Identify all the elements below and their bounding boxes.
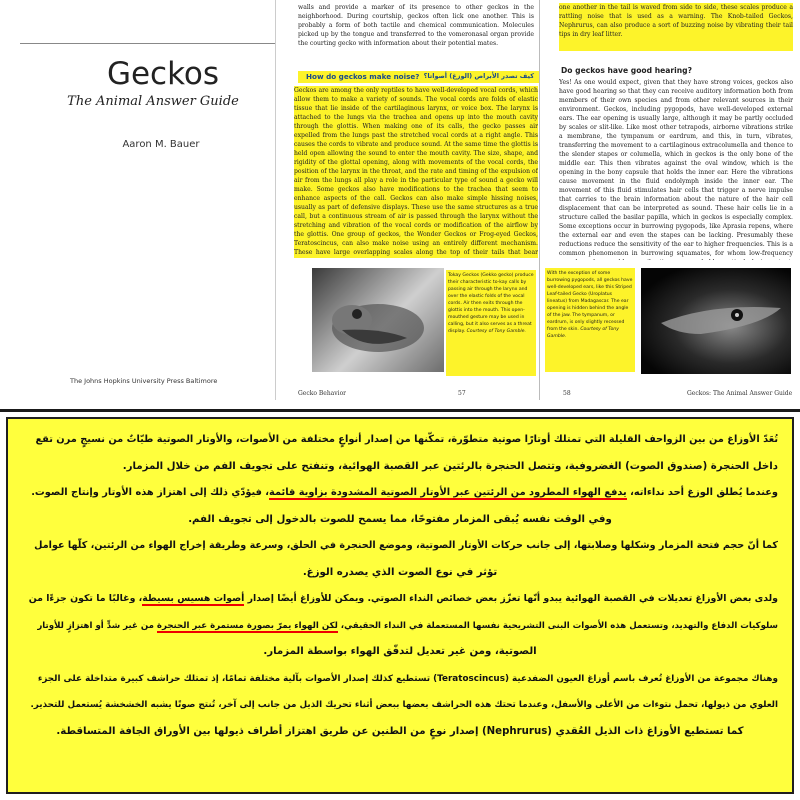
cover-publisher: The Johns Hopkins University Press Baltimore (70, 377, 218, 385)
leaf-tailed-gecko-illustration (641, 268, 791, 374)
book-page-58 (543, 0, 800, 400)
page-58-running-title: Geckos: The Animal Answer Guide (687, 390, 793, 397)
page-57-body-text: Geckos are among the only reptiles to have well-developed vocal cords, which allow them to make a variety of sounds. The vocal cords are folds of elastic tissue that lie inside of the cartilaginous larynx, or voice box. The larynx is attached to the lungs via the trachea and opens up into the mouth cavity through the glottis. When making one of its calls, the gecko passes air expelled from the lungs past the stretched vocal cords at a right angle. This causes the cords to vibrate and produce sound. At the same time the glottis is held open allowing the sound to enter the mouth cavity. The size, shape, and rigidity of the glottal opening, along with movements of the vocal cords, the position of the larynx in the throat, and the rate and timing of the expulsion of air from the lungs all play a role in the particular type of sound a gecko will make. Some geckos also have modifications to the trachea that seem to enhance aspects of the call. Geckos can also make simple hissing noises, usually as part of defensive displays. These use the same structures as a true call, but a continuous stream of air is passed through the larynx without the stretching and vibration of the vocal cords or modification of the airflow by the glottis. One group of geckos, the Wonder Geckos or Frog-eyed Geckos, Teratoscincus, can also make noise using an entirely different mechanism. These have large overlapping scales along the top of their tails that bear (294, 87, 538, 256)
book-cover-page (0, 0, 276, 400)
page-57-number: 57 (458, 390, 466, 397)
page-57-running-title: Gecko Behavior (298, 390, 347, 397)
cover-title: Geckos (106, 56, 220, 92)
arabic-line-6: تؤثر في نوع الصوت الذي يصدره الوزغ. (302, 566, 498, 578)
arabic-line-8-text: سلوكيات الدفاع والتهديد، وتستعمل هذه الأصوات البنى التشريحية نفسها المستعملة في النداء الحقيقي، لكن الهواء يمرّ بصورة مستمرة عبر الحنجرة من غير شدٍّ أو اهتزازٍ للأوتار (37, 620, 778, 631)
tokay-photo-caption (446, 270, 536, 376)
arabic-line-3 (22, 480, 778, 507)
page-58-intro-text: one another in the tail is waved from side to side, these scales produce a rattling noise that is used as a warning. The Knob-tailed Geckos, Nephrurus, can also produce a sort of buzzing noise by vibrating their tail tips in dry leaf litter. (559, 3, 793, 51)
arabic-line-4: وفي الوقت نفسه يُبقى المزمار مفتوحًا، مما يسمح للصوت بالدخول إلى تجويف الفم. (188, 513, 612, 525)
arabic-line-3-text: وعندما يُطلق الوزغ أحد نداءاته، يدفع الهواء المطرود من الرئتين عبر الأوتار الصوتية المشدودة بزاوية قائمة، فيؤدّي ذلك إلى اهتزاز هذه الأوتار وإنتاج الصوت. (31, 487, 778, 498)
arabic-line-5: كما أنّ حجم فتحة المزمار وشكلها وصلابتها، إلى جانب حركات الأوتار الصوتية، وموضع الحنجرة في الحلق، وسرعة وطريقة إخراج الهواء من الرئتين، كلّها عوامل (34, 540, 778, 551)
arabic-line-9: الصوتية، ومن غير تعديل لتدفّق الهواء بواسطة المزمار. (263, 646, 537, 657)
book-page-57 (282, 0, 540, 400)
arabic-line-7-text: ولدى بعض الأوزاغ تعديلات في القصبة الهوائية يبدو أنّها تعزّز بعض خصائص النداء الصوتي. ويمكن للأوزاغ أيضًا إصدار أصوات هسيس بسيطة، وغالبًا ما تكون جزءًا من (28, 593, 778, 604)
cover-author: Aaron M. Bauer (122, 139, 200, 150)
arabic-line-2: داخل الحنجرة (صندوق الصوت) الغضروفية، وتتصل الحنجرة بالرئتين عبر القصبة الهوائية، وتنفتح على تجويف الفم من خلال المزمار. (122, 460, 778, 472)
cover-rule (20, 43, 276, 44)
underlined-phrase-3: لكن الهواء يمرّ بصورة مستمرة عبر الحنجرة (156, 620, 338, 631)
arabic-line-7 (22, 586, 778, 613)
page-58-body-text: Yes! As one would expect, given that they have strong voices, geckos also have good hearing so that they can receive auditory information both from members of their own species and from other relevant sources in their environment. Geckos, including pygopods, have well-developed external ears. The ear opening is usually large, although it may be partly occluded by scales or slit-like. Like most other tetrapods, airborne vibrations strike a membrane, the tympanum or eardrum, and this, in turn, vibrates, transferring the movement to a cartilaginous extracolumella and thence to the slender stapes or columella, which in geckos is the only bone of the middle ear. This then vibrates against the oval window, which is the opening in the bony capsule that holds the inner ear. Here the vibrations cause movement in the fluid endolymph inside the inner ear. The movement of this fluid stimulates hair cells that trigger a nerve impulse that carries to the brain information about the nature of the hair cell displacement that can be interpreted as sound. These hair cells lie in a structure called the basilar papilla, which in geckos is especially complex. Some exceptions occur in burrowing pygopods, like Aprasia repens, where the external ear and even the stapes can be lacking. Presumably these reductions reduce the sensitivity of the ear to higher frequencies. This is a common phenomenon in burrowing squamates, for whom low-frequency (559, 79, 793, 257)
tokay-caption-text: Tokay Geckos (Gekko gecko) produce their characteristic to-kay calls by passing air through the larynx and over the elastic folds of the vocal cords. Air then exits through the glottis into the mouth. This open-mouthed gesture may be used in calling, but it also serves as a threat display. (448, 273, 534, 334)
leaf-tailed-caption-text: With the exception of some burrowing pygopods, all geckos have well-developed ears, like this Striped Leaf-tailed Gecko (Uroplatus lineatus) from Madagascar. The ear opening is hidden behind the angle of the jaw. The tympanum, or eardrum, is only slightly recessed from the skin. (547, 271, 633, 332)
arabic-translation-panel (6, 417, 794, 794)
leaf-tailed-photo-caption (545, 268, 635, 372)
arabic-line-11: العلوي من ذيولها، تحمل نتوءات من الأعلى والأسفل، وعندما تحتك هذه الحراشف بعضها ببعض أثناء تحريك الذيل من جانب إلى آخر، تُنتج صوتًا يشبه الخشخشة يُستعمل للتحذير. (30, 700, 778, 710)
underlined-phrase-2: أصوات هسيس بسيطة (142, 593, 245, 604)
leaf-tailed-gecko-photo (641, 268, 791, 374)
arabic-line-10: وهناك مجموعة من الأوزاغ تُعرف باسم أوزاغ العيون الضفدعية (Teratoscincus) تستطيع كذلك إصدار الأصوات بآلية مختلفة تمامًا، إذ تمتلك حراشف كبيرة متداخلة على الجزء (37, 673, 778, 684)
page-57-intro-text: walls and provide a marker of its presence to other geckos in the neighborhood. During courtship, geckos often lick one another. This is probably a form of both tactile and chemical communication. Molecules picked up by the tongue and transferred to the vomeronasal organ provide the courting gecko with information about their potential mates. (298, 4, 534, 47)
question-heading-arabic: كيف تصدر الأبراص (الوزغ) أصواتا؟ (423, 72, 534, 80)
page-58-number: 58 (563, 390, 571, 397)
tokay-photo-credit: Courtesy of Tony Gamble. (466, 329, 526, 334)
section-divider (0, 409, 800, 412)
arabic-line-8 (22, 613, 778, 640)
arabic-line-12: كما تستطيع الأوزاغ ذات الذيل العُقدي (Nephrurus) إصدار نوعٍ من الطنين عن طريق اهتزاز أطراف ذيولها بين الأوراق الجافة المتساقطة. (56, 725, 744, 737)
leaf-tailed-photo-credit: Courtesy of Tony Gamble. (547, 327, 619, 339)
arabic-line-1: تُعَدّ الأوزاغ من بين الزواحف القليلة التي تمتلك أوتارًا صوتية متطوّرة، تمكّنها من إصدار أنواعٍ مختلفة من الأصوات، والأوتار الصوتية طيّاتٌ من نسيجٍ مرن تقع (35, 434, 778, 445)
tokay-gecko-photo (312, 268, 444, 372)
underlined-phrase-1: يدفع الهواء المطرود من الرئتين عبر الأوتار الصوتية المشدودة بزاوية قائمة (269, 487, 627, 498)
question-heading-english: How do geckos make noise? (306, 72, 420, 81)
cover-subtitle: The Animal Answer Guide (67, 94, 239, 109)
question-heading-noise (298, 71, 540, 83)
tokay-gecko-illustration (312, 268, 444, 372)
question-heading-hearing: Do geckos have good hearing? (561, 66, 692, 75)
